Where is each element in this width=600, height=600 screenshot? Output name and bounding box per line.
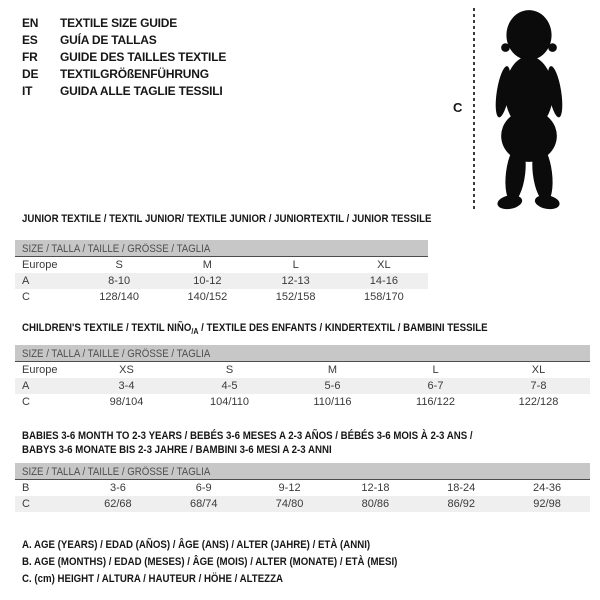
- row-label: A: [22, 380, 30, 392]
- size-cell: 80/86: [361, 498, 390, 510]
- size-cell: 68/74: [189, 498, 218, 510]
- row-label: C: [22, 291, 30, 303]
- size-cell: 4-5: [221, 380, 238, 392]
- language-title-list: [22, 15, 226, 100]
- size-cell: 86/92: [447, 498, 475, 510]
- size-cell: 10-12: [193, 275, 222, 287]
- size-cell: 152/158: [275, 291, 316, 303]
- table-row: [15, 480, 590, 496]
- row-label: B: [22, 482, 30, 494]
- language-code: FR: [22, 50, 38, 64]
- language-row: [22, 49, 226, 66]
- size-cell: L: [432, 364, 439, 376]
- legend-footnotes: [22, 537, 449, 588]
- junior-section-title: [22, 212, 487, 226]
- size-header-label: SIZE / TALLA / TAILLE / GRÖSSE / TAGLIA: [22, 466, 211, 478]
- language-title: GUIDA ALLE TAGLIE TESSILI: [60, 84, 223, 98]
- size-cell: M: [327, 364, 338, 376]
- footnote-b: B. AGE (MONTHS) / EDAD (MESES) / ÂGE (MOIS) / ALTER (MONATE) / ETÀ (MESI): [22, 556, 398, 568]
- footnote-line: [22, 537, 449, 554]
- size-cell: XL: [531, 364, 546, 376]
- table-row: [15, 394, 590, 410]
- height-measure-label: C: [453, 100, 463, 115]
- size-cell: 62/68: [104, 498, 132, 510]
- size-header-bar: [15, 345, 590, 362]
- row-label: C: [22, 396, 30, 408]
- size-cell: 12-13: [281, 275, 310, 287]
- children-title-suffix: / TEXTILE DES ENFANTS / KINDERTEXTIL / BAMBINI TESSILE: [198, 322, 488, 334]
- row-label: Europe: [22, 364, 58, 376]
- babies-title-line2: BABYS 3-6 MONATE BIS 2-3 JAHRE / BAMBINI 3-6 MESI A 2-3 ANNI: [22, 444, 332, 456]
- children-title-subscript: /A: [191, 327, 199, 337]
- size-cell: 3-6: [109, 482, 126, 494]
- size-cell: 92/98: [533, 498, 561, 510]
- footnote-line: [22, 554, 449, 571]
- size-cell: 74/80: [275, 498, 304, 510]
- babies-title-line1: BABIES 3-6 MONTH TO 2-3 YEARS / BEBÉS 3-6 MESES A 2-3 AÑOS / BÉBÉS 3-6 MOIS À 2-3 ANS /: [22, 430, 473, 442]
- size-cell: S: [115, 259, 123, 271]
- size-cell: XL: [377, 259, 391, 271]
- size-cell: 14-16: [369, 275, 398, 287]
- table-row: [15, 273, 428, 289]
- size-header-bar: [15, 463, 590, 480]
- size-cell: XS: [119, 364, 134, 376]
- language-row: [22, 66, 226, 83]
- table-row: [15, 257, 428, 273]
- row-label: A: [22, 275, 30, 287]
- table-row: [15, 362, 590, 378]
- size-cell: 18-24: [447, 482, 476, 494]
- size-cell: 140/152: [187, 291, 228, 303]
- language-title: GUÍA DE TALLAS: [60, 33, 157, 47]
- table-row: [15, 378, 590, 394]
- size-cell: 6-9: [195, 482, 212, 494]
- size-cell: 5-6: [324, 380, 341, 392]
- language-row: [22, 83, 226, 100]
- language-code: EN: [22, 16, 39, 30]
- language-code: ES: [22, 33, 38, 47]
- size-cell: 9-12: [278, 482, 301, 494]
- footnote-line: [22, 571, 449, 588]
- table-row: [15, 496, 590, 512]
- table-row: [15, 289, 428, 305]
- children-title-prefix: CHILDREN'S TEXTILE / TEXTIL NIÑO: [22, 322, 192, 334]
- size-cell: 116/122: [416, 396, 455, 408]
- size-header-label: SIZE / TALLA / TAILLE / GRÖSSE / TAGLIA: [22, 243, 211, 255]
- language-row: [22, 15, 226, 32]
- size-cell: 24-36: [532, 482, 562, 494]
- language-title: TEXTILGRÖßENFÜHRUNG: [60, 67, 209, 81]
- junior-size-table: [15, 240, 428, 305]
- size-cell: 104/110: [210, 396, 249, 408]
- size-cell: 7-8: [530, 380, 547, 392]
- row-label: C: [22, 498, 30, 510]
- language-title: TEXTILE SIZE GUIDE: [60, 16, 178, 30]
- size-cell: S: [225, 364, 234, 376]
- size-cell: 122/128: [518, 396, 559, 408]
- size-cell: 98/104: [109, 396, 144, 408]
- size-cell: 6-7: [427, 380, 444, 392]
- size-cell: 12-18: [361, 482, 390, 494]
- footnote-a: A. AGE (YEARS) / EDAD (AÑOS) / ÂGE (ANS) / ALTER (JAHRE) / ETÀ (ANNI): [22, 539, 371, 551]
- children-section-title-text: [22, 321, 488, 339]
- size-cell: 110/116: [313, 396, 352, 408]
- size-cell: M: [202, 259, 212, 271]
- toddler-silhouette-icon: [481, 8, 577, 217]
- babies-size-table: [15, 463, 590, 512]
- language-row: [22, 32, 226, 49]
- size-cell: 8-10: [108, 275, 131, 287]
- size-header-label: SIZE / TALLA / TAILLE / GRÖSSE / TAGLIA: [22, 348, 211, 360]
- language-code: IT: [22, 84, 33, 98]
- height-measure-dotted-line: [473, 8, 475, 210]
- size-cell: 158/170: [363, 291, 404, 303]
- footnote-c: C. (cm) HEIGHT / ALTURA / HAUTEUR / HÖHE / ALTEZZA: [22, 573, 284, 585]
- language-title: GUIDE DES TAILLES TEXTILE: [60, 50, 227, 64]
- size-cell: 128/140: [99, 291, 139, 303]
- size-cell: 3-4: [118, 380, 135, 392]
- row-label: Europe: [22, 259, 58, 271]
- children-section-title: [22, 321, 551, 339]
- babies-section-title: [22, 429, 534, 457]
- size-header-bar: [15, 240, 428, 257]
- language-code: DE: [22, 67, 39, 81]
- children-size-table: [15, 345, 590, 410]
- junior-section-title-text: JUNIOR TEXTILE / TEXTIL JUNIOR/ TEXTILE JUNIOR / JUNIORTEXTIL / JUNIOR TESSILE: [22, 213, 432, 225]
- size-cell: L: [292, 259, 299, 271]
